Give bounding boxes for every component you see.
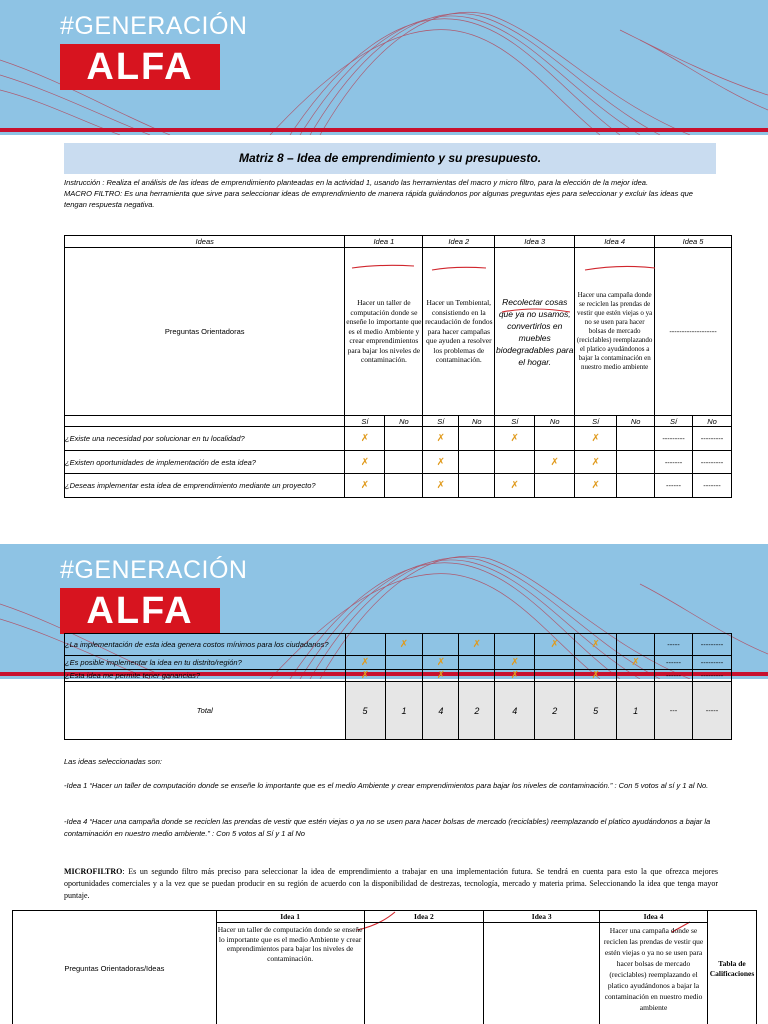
vote-mark — [459, 656, 495, 670]
total-value: 5 — [575, 682, 617, 740]
banner-stripe — [0, 128, 768, 132]
idea-header: Idea 4 — [575, 236, 655, 248]
vote-mark — [459, 451, 495, 474]
vote-mark: ✗ — [575, 634, 617, 656]
vote-mark — [535, 656, 575, 670]
macrofilter-table-continued — [64, 633, 732, 740]
total-value: 5 — [345, 682, 385, 740]
header-banner — [0, 0, 768, 135]
total-value: 2 — [535, 682, 575, 740]
macrofilter-definition: MACRO FILTRO: Es una herramienta que sirve para seleccionar ideas de emprendimiento de manera rápida guiándonos por algunas preguntas ejes para seleccionar y excluir las ideas que tengan respuesta negativa. — [64, 189, 693, 209]
idea-header: Idea 5 — [655, 236, 732, 248]
table-row — [65, 451, 732, 474]
selected-ideas-heading: Las ideas seleccionadas son: — [64, 757, 162, 766]
vote-mark: --------- — [692, 634, 731, 656]
total-value: 4 — [495, 682, 535, 740]
instruction: Instrucción : Realiza el análisis de las ideas de emprendimiento planteadas en la actividad 1, usando las herramientas del macro y micro filtro, para la elección de la mejor idea. — [64, 178, 649, 187]
guiding-questions-label: Preguntas Orientadoras — [65, 248, 345, 416]
vote-mark: ------ — [655, 656, 693, 670]
no-label: No — [535, 416, 575, 427]
selected-idea: -Idea 4 “Hacer una campaña donde se reciclen las prendas de vestir que estén viejas o ya no se usen para hacer bolsas de mercado (reciclables) reemplazando el platico ayudándonos a bajar la contaminación en nuestro medio ambiente.” : Con 5 votos al Sí y 1 al No — [64, 817, 711, 838]
no-label: No — [459, 416, 495, 427]
selected-idea: -Idea 1 “Hacer un taller de computación donde se enseñe lo importante que es el medio Ambiente y crear emprendimientos para bajar los niveles de contaminación.” : Con 5 votos al sí y 1 al No. — [64, 781, 709, 790]
question: ¿Existen oportunidades de implementación de esta idea? — [65, 451, 345, 474]
vote-mark — [535, 427, 575, 451]
microfilter-label: MICROFILTRO — [64, 867, 123, 876]
yes-label: Sí — [655, 416, 693, 427]
yes-label: Sí — [345, 416, 385, 427]
brand-logo: ALFA — [60, 588, 220, 634]
vote-mark — [385, 656, 423, 670]
idea-header: Idea 1 — [216, 911, 364, 923]
total-label: Total — [65, 682, 346, 740]
vote-mark: --------- — [693, 427, 732, 451]
vote-mark: ✗ — [575, 474, 617, 498]
vote-mark — [617, 634, 655, 656]
vote-mark — [459, 474, 495, 498]
vote-mark — [345, 634, 385, 656]
microfilter-paragraph — [64, 866, 718, 902]
vote-mark: ----- — [655, 634, 693, 656]
vote-mark: ✗ — [575, 427, 617, 451]
question: ¿Deseas implementar esta idea de emprendimiento mediante un proyecto? — [65, 474, 345, 498]
vote-mark: ✗ — [423, 451, 459, 474]
vote-mark: ✗ — [617, 656, 655, 670]
idea-text: ------------------- — [655, 248, 732, 416]
no-label: No — [385, 416, 423, 427]
vote-mark: ✗ — [423, 474, 459, 498]
vote-mark — [459, 670, 495, 682]
table-row — [65, 474, 732, 498]
idea-header: Idea 1 — [345, 236, 423, 248]
vote-mark: ✗ — [575, 670, 617, 682]
no-label: No — [617, 416, 655, 427]
total-value: 1 — [385, 682, 423, 740]
table-row — [65, 634, 732, 656]
vote-mark: ✗ — [495, 427, 535, 451]
idea-text: Hacer un taller de computación donde se enseñe lo importante que es el medio Ambiente y crear emprendimientos para bajar los niveles de contaminación. — [345, 248, 423, 416]
brand-logo: ALFA — [60, 44, 220, 90]
intro-text — [64, 177, 716, 210]
question: ¿Existe una necesidad por solucionar en tu localidad? — [65, 427, 345, 451]
table-row — [65, 670, 732, 682]
vote-mark: ✗ — [575, 451, 617, 474]
idea-header: Idea 3 — [495, 236, 575, 248]
vote-mark — [617, 670, 655, 682]
total-value: ----- — [692, 682, 731, 740]
vote-mark: ✗ — [345, 474, 385, 498]
microfilter-text: : Es un segundo filtro más preciso para seleccionar la idea de emprendimiento a trabajar en una implementación futura. Se tendrá en cuenta para esto la que ofrezca mejores oportunidades comerciales y a la vez que se puedan producir en su región de acuerdo con la disponibilidad de destrezas, tecnología, mercado y materia prima. Seleccionando la idea que tenga mayor puntaje. — [64, 867, 718, 900]
vote-mark: --------- — [692, 656, 731, 670]
idea-text: Recolectar cosas que ya no usamos, convertirlos en muebles biodegradables para el hogar. — [495, 248, 575, 416]
page-title: Matriz 8 – Idea de emprendimiento y su presupuesto. — [64, 143, 716, 174]
vote-mark — [385, 427, 423, 451]
vote-mark: ------- — [655, 451, 693, 474]
idea-text: Hacer una campaña donde se reciclen las prendas de vestir que estén viejas o ya no se usen para hacer bolsas de mercado (reciclables) reemplazando el platico ayudándonos a bajar la contaminación en nuestro medio ambiente — [575, 248, 655, 416]
idea-header: Idea 4 — [600, 911, 708, 923]
vote-mark — [385, 451, 423, 474]
yes-label: Sí — [575, 416, 617, 427]
vote-mark: ✗ — [495, 656, 535, 670]
blank-cell — [484, 923, 600, 1024]
brand-line1: #GENERACIÓN — [60, 12, 248, 40]
vote-mark — [575, 656, 617, 670]
idea-header: Idea 2 — [364, 911, 484, 923]
vote-mark: --------- — [692, 670, 731, 682]
vote-mark — [617, 474, 655, 498]
vote-mark — [535, 670, 575, 682]
vote-mark: ✗ — [423, 427, 459, 451]
vote-mark — [535, 474, 575, 498]
vote-mark — [385, 670, 423, 682]
vote-mark: ✗ — [535, 634, 575, 656]
vote-mark: ✗ — [345, 670, 385, 682]
blank-cell — [364, 923, 484, 1024]
vote-mark: ✗ — [459, 634, 495, 656]
ideas-header: Ideas — [65, 236, 345, 248]
yes-label: Sí — [423, 416, 459, 427]
vote-mark: ------ — [655, 670, 693, 682]
vote-mark: ✗ — [345, 656, 385, 670]
vote-mark — [423, 634, 459, 656]
vote-mark: ✗ — [423, 656, 459, 670]
total-value: --- — [655, 682, 693, 740]
vote-mark: ------- — [693, 474, 732, 498]
question: ¿La implementación de esta idea genera costos mínimos para los ciudadanos? — [65, 634, 346, 656]
vote-mark: ✗ — [535, 451, 575, 474]
vote-mark: ✗ — [345, 427, 385, 451]
totals-row — [65, 682, 732, 740]
idea-header: Idea 2 — [423, 236, 495, 248]
vote-mark — [495, 634, 535, 656]
vote-mark — [617, 427, 655, 451]
vote-mark: --------- — [693, 451, 732, 474]
table-row — [65, 656, 732, 670]
vote-mark — [617, 451, 655, 474]
total-value: 1 — [617, 682, 655, 740]
vote-mark — [495, 451, 535, 474]
total-value: 2 — [459, 682, 495, 740]
vote-mark — [385, 474, 423, 498]
yes-label: Sí — [495, 416, 535, 427]
total-value: 4 — [423, 682, 459, 740]
blank-cell — [65, 416, 345, 427]
vote-mark — [459, 427, 495, 451]
idea-text: Hacer un taller de computación donde se enseñe lo importante que es el medio Ambiente y crear emprendimientos para bajar los niveles de contaminación. — [216, 923, 364, 1024]
table-row — [65, 427, 732, 451]
microfilter-label-cell: Preguntas Orientadoras/Ideas — [13, 911, 217, 1024]
vote-mark: --------- — [655, 427, 693, 451]
question: ¿Es posible implementar la idea en tu distrito/región? — [65, 656, 346, 670]
vote-mark: ✗ — [345, 451, 385, 474]
idea-header: Idea 3 — [484, 911, 600, 923]
brand-line1: #GENERACIÓN — [60, 556, 248, 584]
vote-mark: ✗ — [495, 474, 535, 498]
vote-mark: ✗ — [385, 634, 423, 656]
macrofilter-table — [64, 235, 732, 498]
vote-mark: ------ — [655, 474, 693, 498]
microfilter-table — [12, 910, 757, 1024]
vote-mark: ✗ — [423, 670, 459, 682]
ratings-table-label: Tabla de Calificaciones — [707, 911, 756, 1024]
idea-text: Hacer un Tembiental, consistiendo en la recaudación de fondos para hacer campañas que ayuden a resolver los problemas de contaminación. — [423, 248, 495, 416]
question: ¿Esta idea me permite tener ganancias? — [65, 670, 346, 682]
idea-text: Hacer una campaña donde se reciclen las prendas de vestir que estén viejas o ya no se usen para hacer bolsas de mercado (reciclables) reemplazando el platico ayudándonos a bajar la contaminación en nuestro medio ambiente — [600, 923, 708, 1024]
no-label: No — [693, 416, 732, 427]
vote-mark: ✗ — [495, 670, 535, 682]
